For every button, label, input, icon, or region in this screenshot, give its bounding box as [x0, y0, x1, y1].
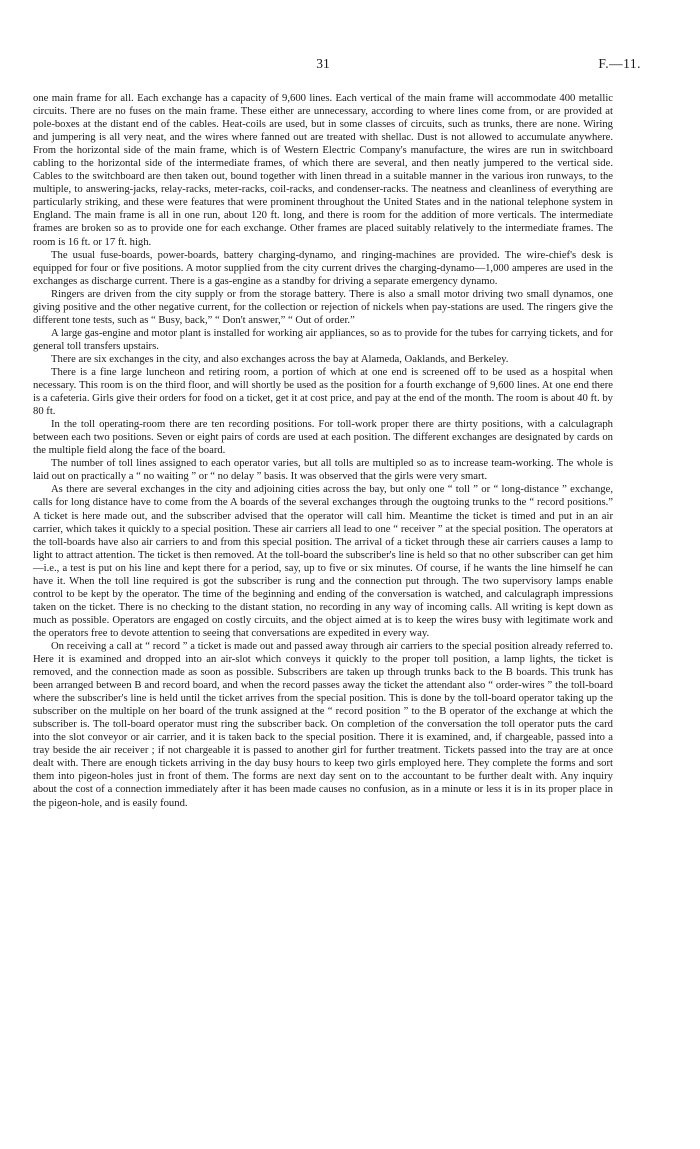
paragraph-record-call: On receiving a call at “ record ” a ticket is made out and passed away through air carriers to the special position already referred to. Here it is examined and dropped into an air-slot which conveys it quickly to the proper toll position, a lamp lights, the ticket is removed, and the connection made as soon as possible. Subscribers are taken up through trunks back to the B boards. This trunk has been arranged between B and record board, and when the record passes away the ticket the attendant also “ order-wires ” the toll-board where the subscriber's line is held until the ticket arrives from the special position. This is done by the toll-board operator taking up the subscriber on the multiple on her board of the trunk assigned at the “ record position ” to the B operator of the exchange at which the subscriber is. The toll-board operator must ring the subscriber back. On completion of the conversation the toll operator puts the card into the slot conveyor or air carrier, and it is taken back to the special position. There it is examined, and, if chargeable, passed into a tray beside the air receiver ; if not chargeable it is passed to another girl for further treatment. Tickets passed into the tray are at once dealt with. There are enough tickets arriving in the day busy hours to keep two girls employed here. They complete the forms and sort them into pigeon-holes just in front of them. The forms are next day sent on to the accountant to be further dealt with. Any inquiry about the cost of a connection immediately after it has been made causes no confusion, as in a minute or less it is in its proper place in the pigeon-hole, and is easily found.: [33, 640, 613, 809]
paragraph-main-frame: one main frame for all. Each exchange has a capacity of 9,600 lines. Each vertical of the main frame will accommodate 400 metallic circuits. There are no fuses on the main frame. These either are unnecessary, according to where lines come from, or are provided at pole-boxes at the distant end of the cables. Heat-coils are used, but in some classes of circuits, such as trunks, there are none. Wiring and jumpering is all very neat, and the wires where fanned out are treated with shellac. Dust is not allowed to accumulate anywhere. From the horizontal side of the main frame, which is of Western Electric Company's manufacture, the wires are run in switchboard cabling to the horizontal side of the intermediate frames, of which there are several, and then neatly jumpered to the vertical side. Cables to the switchboard are then taken out, bound together with linen thread in a suitable manner in the various iron runways, to the multiple, to answering-jacks, relay-racks, meter-racks, coil-racks, and condenser-racks. The neatness and cleanliness of everything are particularly striking, and these were features that were prominent throughout the United States and in the national telephone system in England. The main frame is all in one run, about 120 ft. long, and there is room for the addition of more verticals. The intermediate frames are broken so as to provide one for each exchange. Other frames are placed suitably relatively to the intermediate frames. The room is 16 ft. or 17 ft. high.: [33, 93, 613, 248]
page-header: [33, 56, 641, 72]
paragraph-exchanges: There are six exchanges in the city, and also exchanges across the bay at Alameda, Oaklands, and Berkeley.: [51, 353, 509, 365]
paragraph-long-distance: As there are several exchanges in the city and adjoining cities across the bay, but only one “ toll ” or “ long-distance ” exchange, calls for long distance have to come from the A boards of the several exchanges through the ougtoing trunks to the “ record positions.” A ticket is here made out, and the subscriber advised that the operator will call him. Meantime the ticket is timed and put in an air carrier, which takes it quickly to a special position. These air carriers all lead to one “ receiver ” at the special position. The operators at the toll-boards have also air carriers to and from this special position. The arrival of a ticket through these air carriers causes a lamp to light to attract attention. The ticket is then removed. At the toll-board the subscriber's line is held so that no other subscriber can get him—i.e., a test is put on his line and kept there for a period, say, up to five or six minutes. Of course, if he wants the line himself he can have it. When the toll line required is got the subscriber is rung and the connection put through. The two supervisory lamps enable control to be kept by the operator. The time of the beginning and ending of the conversation is watched, and calculagraph impressions taken on the ticket. There is no checking to the distant station, no recording in any way of incoming calls. All writing is kept down as much as possible. Operators are engaged on costly circuits, and the object aimed at is to keep the wires busy with legitimate work and the operators free to devote attention to seeing that conversations are expedited in every way.: [33, 484, 613, 639]
paragraph-power-boards: The usual fuse-boards, power-boards, battery charging-dynamo, and ringing-machines are provided. The wire-chief's desk is equipped for four or five positions. A motor supplied from the city current drives the charging-dynamo—1,000 amperes are used in the exchanges as discharge current. There is a gas-engine as a standby for driving a separate emergency dynamo.: [33, 249, 613, 287]
paragraph-toll-room: In the toll operating-room there are ten recording positions. For toll-work proper there are thirty positions, with a calculagraph between each two positions. Seven or eight pairs of cords are used at each position. The different exchanges are designated by cards on the multiple field along the face of the board.: [33, 419, 613, 457]
paragraph-gas-engine: A large gas-engine and motor plant is installed for working air appliances, so as to provide for the tubes for carrying tickets, and for general toll transfers upstairs.: [33, 327, 613, 352]
paragraph-luncheon-room: There is a fine large luncheon and retiring room, a portion of which at one end is screened off to be used as a hospital when necessary. This room is on the third floor, and will shortly be used as the position for a fourth exchange of 9,600 lines. At one end there is a cafeteria. Girls give their orders for food on a ticket, get it at cost price, and pay at the end of the month. The room is about 40 ft. by 80 ft.: [33, 366, 613, 418]
document-reference: F.—11.: [598, 56, 641, 71]
page-number: 31: [316, 56, 330, 71]
body-text: [33, 92, 613, 810]
paragraph-toll-lines: The number of toll lines assigned to each operator varies, but all tolls are multipled so as to increase team-working. The whole is laid out on practically a “ no waiting ” or “ no delay ” basis. It was observed that the girls were very smart.: [33, 458, 613, 483]
paragraph-ringers: Ringers are driven from the city supply or from the storage battery. There is also a small motor driving two small dynamos, one giving positive and the other negative current, for the collection or rejection of nickels when pay-stations are used. The ringers give the different tone tests, such as “ Busy, back,” “ Don't answer,” “ Out of order.”: [33, 288, 613, 326]
